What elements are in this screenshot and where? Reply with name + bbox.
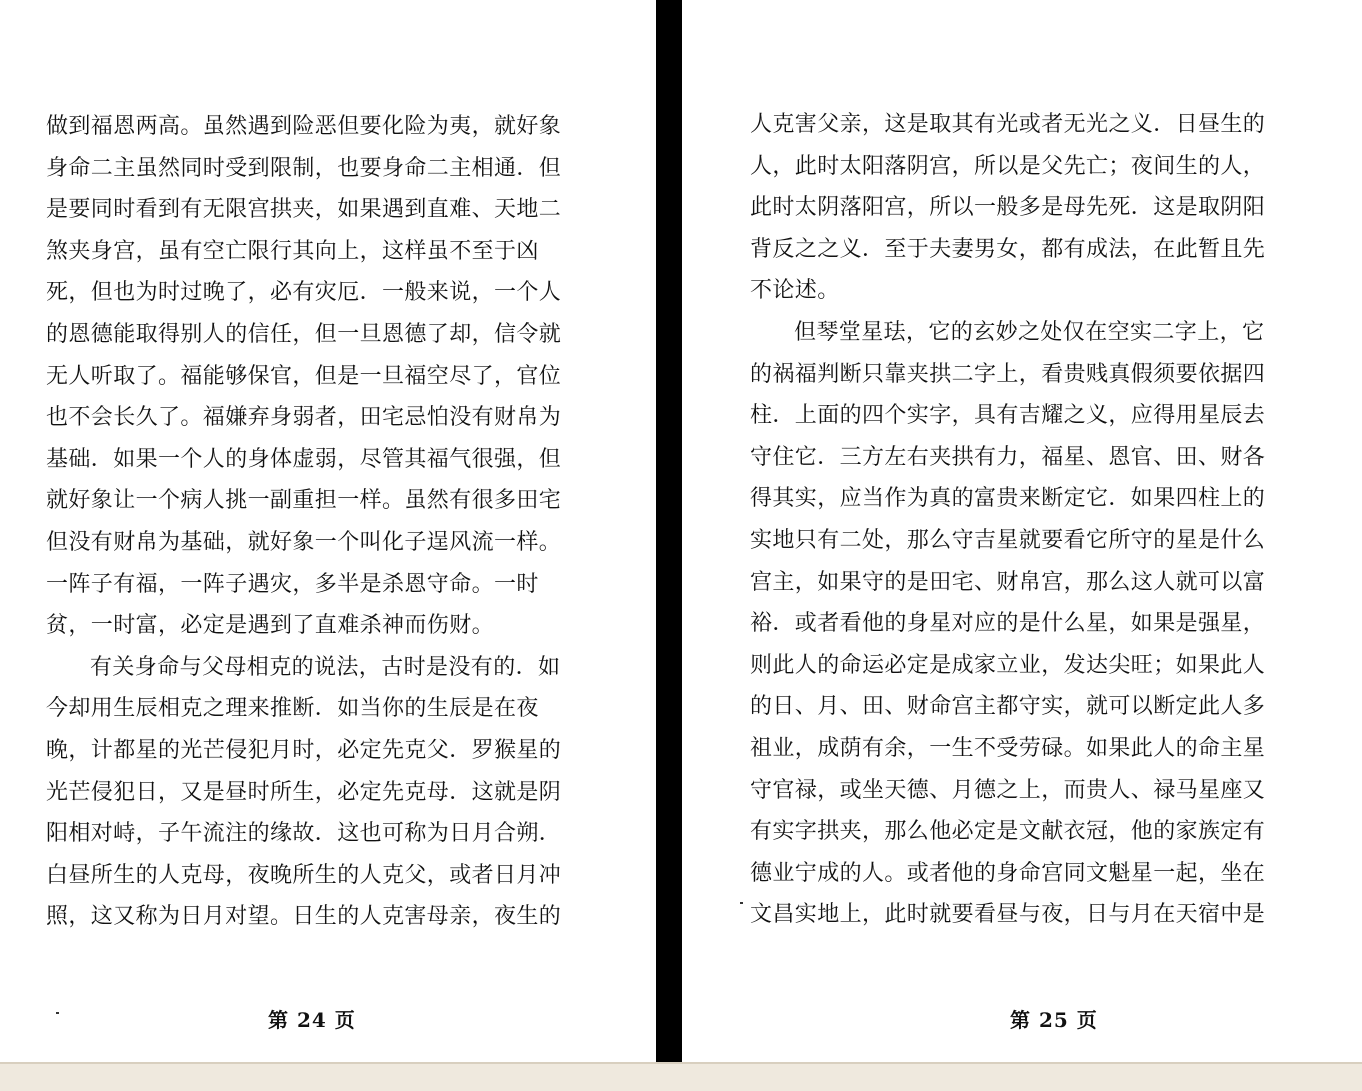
scan-bottom-edge — [0, 1062, 1362, 1091]
text-line: 光芒侵犯日，又是昼时所生，必定先克母．这就是阴 — [46, 779, 562, 805]
text-line: 煞夹身宫，虽有空亡限行其向上，这样虽不至于凶 — [46, 238, 539, 264]
scan-speck — [740, 902, 743, 904]
text-line: 基础．如果一个人的身体虚弱，尽管其福气很强，但 — [46, 446, 562, 472]
text-line: 阳相对峙，子午流注的缘故．这也可称为日月合朔． — [46, 821, 562, 847]
text-line: 但琴堂星珐，它的玄妙之处仅在空实二字上，它 — [794, 319, 1265, 345]
page-number: 第 25 页 — [1010, 1008, 1098, 1032]
text-line: 但没有财帛为基础，就好象一个叫化子逞风流一样。 — [46, 529, 562, 555]
text-line: 此时太阴落阳宫，所以一般多是母先死．这是取阴阳 — [750, 195, 1266, 221]
text-line: 有关身命与父母相克的说法，古时是没有的．如 — [90, 654, 561, 680]
text-line: 做到福恩两高。虽然遇到险恶但要化险为夷，就好象 — [46, 114, 562, 139]
left-page — [0, 0, 656, 1060]
text-line: 文昌实地上，此时就要看昼与夜，日与月在天宿中是 — [750, 902, 1266, 928]
text-line: 得其实，应当作为真的富贵来断定它．如果四柱上的 — [750, 486, 1266, 512]
text-line: 就好象让一个病人挑一副重担一样。虽然有很多田宅 — [46, 488, 562, 514]
text-line: 是要同时看到有无限宫拱夹，如果遇到直难、天地二 — [46, 197, 562, 223]
text-line: 有实字拱夹，那么他必定是文献衣冠，他的家族定有 — [750, 819, 1266, 845]
text-line: 白昼所生的人克母，夜晚所生的人克父，或者日月冲 — [46, 862, 562, 888]
page-number: 第 24 页 — [268, 1008, 356, 1032]
text-line: 祖业，成荫有余，一生不受劳碌。如果此人的命主星 — [750, 735, 1266, 761]
text-line: 守官禄，或坐天德、月德之上，而贵人、禄马星座又 — [750, 777, 1266, 803]
left-page-body — [46, 106, 616, 938]
text-line: 的日、月、田、财命宫主都守实，就可以断定此人多 — [750, 694, 1266, 720]
text-line: 一阵子有福，一阵子遇灾，多半是杀恩守命。一时 — [46, 571, 539, 597]
text-line: 也不会长久了。福嫌弃身弱者，田宅忌怕没有财帛为 — [46, 405, 562, 431]
book-spine-notch — [668, 0, 682, 60]
right-page-body — [750, 104, 1330, 936]
text-line: 背反之之义．至于夫妻男女，都有成法，在此暂且先 — [750, 236, 1266, 262]
text-line: 的恩德能取得别人的信任，但一旦恩德了却，信令就 — [46, 321, 562, 347]
text-line: 德业宁成的人。或者他的身命宫同文魁星一起，坐在 — [750, 860, 1266, 886]
text-line: 照，这又称为日月对望。日生的人克害母亲，夜生的 — [46, 904, 562, 930]
book-spine-shadow — [656, 0, 682, 1091]
text-line: 人，此时太阳落阴宫，所以是父先亡；夜间生的人， — [750, 153, 1266, 179]
text-line: 无人听取了。福能够保官，但是一旦福空尽了，官位 — [46, 363, 562, 389]
text-line: 裕．或者看他的身星对应的是什么星，如果是强星， — [750, 611, 1266, 637]
text-line: 身命二主虽然同时受到限制，也要身命二主相通．但 — [46, 155, 562, 181]
text-line: 的祸福判断只靠夹拱二字上，看贵贱真假须要依据四 — [750, 361, 1266, 387]
text-line: 则此人的命运必定是成家立业，发达尖旺；如果此人 — [750, 652, 1266, 678]
text-line: 不论述。 — [750, 278, 840, 304]
text-line: 宫主，如果守的是田宅、财帛宫，那么这人就可以富 — [750, 569, 1266, 595]
text-line: 人克害父亲，这是取其有光或者无光之义．日昼生的 — [750, 112, 1266, 137]
text-line: 死，但也为时过晚了，必有灾厄．一般来说，一个人 — [46, 280, 562, 306]
text-line: 守住它．三方左右夹拱有力，福星、恩官、田、财各 — [750, 444, 1266, 470]
text-line: 柱．上面的四个实字，具有吉耀之义，应得用星辰去 — [750, 403, 1266, 429]
text-line: 贫，一时富，必定是遇到了直难杀神而伤财。 — [46, 613, 495, 639]
text-line: 晚，计都星的光芒侵犯月时，必定先克父．罗猴星的 — [46, 737, 562, 763]
text-line: 今却用生辰相克之理来推断．如当你的生辰是在夜 — [46, 696, 539, 722]
scan-speck — [56, 1012, 59, 1014]
text-line: 实地只有二处，那么守吉星就要看它所守的星是什么 — [750, 527, 1266, 553]
right-page — [682, 0, 1362, 1060]
